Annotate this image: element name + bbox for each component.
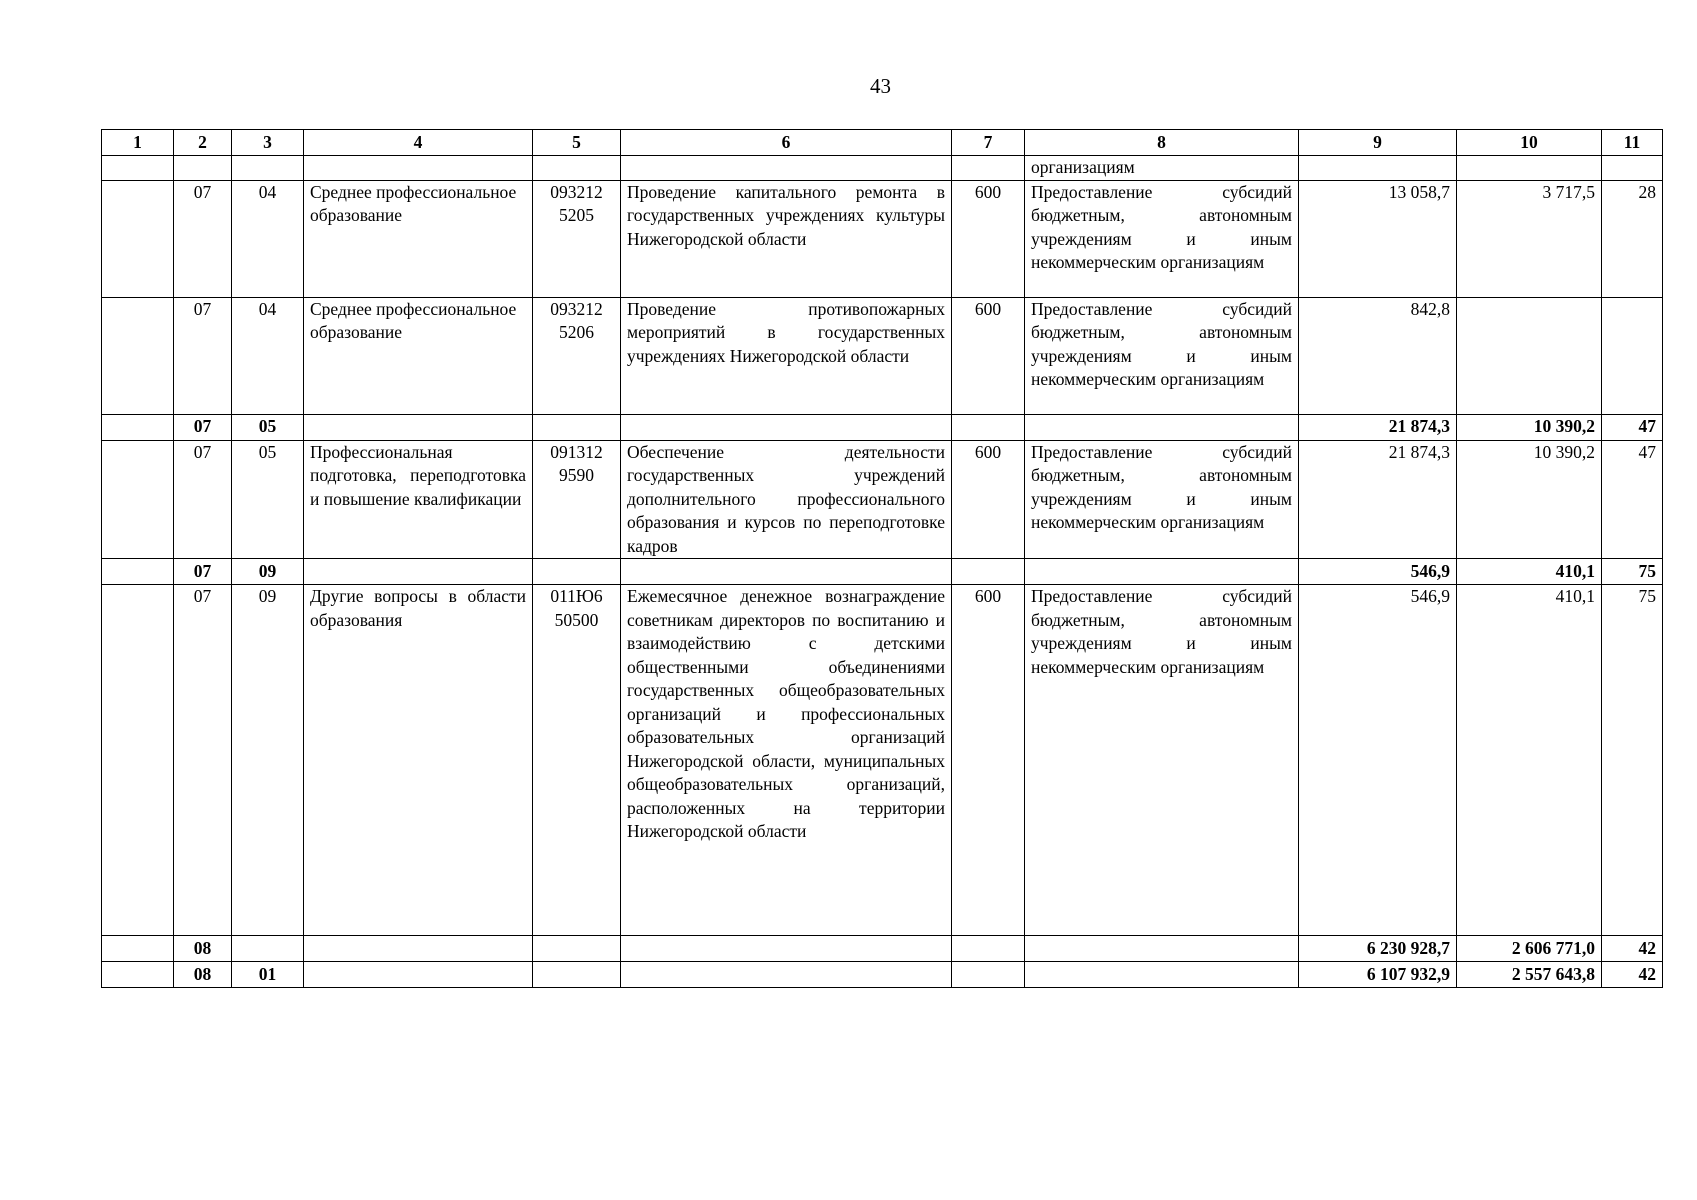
cell-col3 (232, 156, 304, 181)
cell-section: 07 (174, 440, 232, 559)
header-cell: 2 (174, 130, 232, 156)
cell-amount-plan: 6 107 932,9 (1299, 962, 1457, 988)
cell-percent: 28 (1602, 180, 1663, 297)
cell-col5 (533, 936, 621, 962)
cell-col7 (952, 962, 1025, 988)
cell-col7 (952, 559, 1025, 585)
cell-col9 (1299, 156, 1457, 181)
cell-col5 (533, 156, 621, 181)
cell-subsection: 05 (232, 440, 304, 559)
cell-percent: 47 (1602, 414, 1663, 440)
cell-subsection: 04 (232, 180, 304, 297)
cell-amount-actual: 410,1 (1457, 559, 1602, 585)
header-cell: 9 (1299, 130, 1457, 156)
cell-target-code: 093212 5205 (533, 180, 621, 297)
cell-amount-actual: 2 606 771,0 (1457, 936, 1602, 962)
table-row (102, 297, 1663, 414)
cell-amount-actual: 10 390,2 (1457, 414, 1602, 440)
cell-col7 (952, 414, 1025, 440)
cell-amount-plan: 546,9 (1299, 559, 1457, 585)
cell-section: 07 (174, 180, 232, 297)
cell-col1 (102, 414, 174, 440)
cell-amount-actual: 410,1 (1457, 585, 1602, 936)
cell-col1 (102, 156, 174, 181)
cell-col8 (1025, 559, 1299, 585)
subtotal-row (102, 414, 1663, 440)
cell-target-name: Проведение капитального ремонта в государственных учреждениях культуры Нижегородской области (621, 180, 952, 297)
cell-section: 07 (174, 414, 232, 440)
budget-table (101, 129, 1663, 988)
cell-col1 (102, 936, 174, 962)
cell-percent: 75 (1602, 559, 1663, 585)
cell-expense-code: 600 (952, 585, 1025, 936)
cell-amount-actual: 2 557 643,8 (1457, 962, 1602, 988)
table-row (102, 440, 1663, 559)
cell-col6 (621, 559, 952, 585)
cell-target-name: Проведение противопожарных мероприятий в государственных учреждениях Нижегородской области (621, 297, 952, 414)
cell-col4 (304, 936, 533, 962)
table-row (102, 585, 1663, 936)
cell-col11 (1602, 156, 1663, 181)
cell-amount-plan: 6 230 928,7 (1299, 936, 1457, 962)
cell-section-name: Другие вопросы в области образования (304, 585, 533, 936)
cell-col8 (1025, 936, 1299, 962)
cell-amount-actual: 3 717,5 (1457, 180, 1602, 297)
cell-percent (1602, 297, 1663, 414)
cell-percent: 42 (1602, 936, 1663, 962)
cell-section-name: Профессиональная подготовка, переподготовка и повышение квалификации (304, 440, 533, 559)
page-number: 43 (870, 74, 891, 98)
cell-amount-plan: 13 058,7 (1299, 180, 1457, 297)
header-cell: 1 (102, 130, 174, 156)
cell-section-name: Среднее профессиональное образование (304, 180, 533, 297)
cell-amount-plan: 842,8 (1299, 297, 1457, 414)
header-cell: 5 (533, 130, 621, 156)
cell-percent: 47 (1602, 440, 1663, 559)
cell-col7 (952, 156, 1025, 181)
header-cell: 7 (952, 130, 1025, 156)
cell-col1 (102, 440, 174, 559)
table-row (102, 180, 1663, 297)
header-cell: 11 (1602, 130, 1663, 156)
cell-expense-code: 600 (952, 180, 1025, 297)
cell-section-name: Среднее профессиональное образование (304, 297, 533, 414)
cell-expense-type: Предоставление субсидий бюджетным, автономным учреждениям и иным некоммерческим организациям (1025, 180, 1299, 297)
cell-col6 (621, 414, 952, 440)
cell-subsection (232, 936, 304, 962)
cell-subsection: 04 (232, 297, 304, 414)
cell-col1 (102, 297, 174, 414)
header-cell: 6 (621, 130, 952, 156)
cell-section: 08 (174, 936, 232, 962)
cell-percent: 42 (1602, 962, 1663, 988)
cell-subsection: 01 (232, 962, 304, 988)
cell-col5 (533, 559, 621, 585)
cell-target-code: 093212 5206 (533, 297, 621, 414)
cell-col6 (621, 156, 952, 181)
header-cell: 8 (1025, 130, 1299, 156)
cell-section: 07 (174, 559, 232, 585)
cell-expense-type: Предоставление субсидий бюджетным, автономным учреждениям и иным некоммерческим организациям (1025, 440, 1299, 559)
cell-col4 (304, 559, 533, 585)
cell-target-code: 091312 9590 (533, 440, 621, 559)
cell-subsection: 09 (232, 585, 304, 936)
subtotal-row (102, 962, 1663, 988)
cell-amount-actual (1457, 297, 1602, 414)
subtotal-row (102, 936, 1663, 962)
cell-col1 (102, 559, 174, 585)
cell-percent: 75 (1602, 585, 1663, 936)
cell-col7 (952, 936, 1025, 962)
cell-col8 (1025, 414, 1299, 440)
cell-col4 (304, 414, 533, 440)
cell-col4 (304, 962, 533, 988)
header-row (102, 130, 1663, 156)
cell-target-name: Обеспечение деятельности государственных учреждений дополнительного профессионального образования и курсов по переподготовке кадров (621, 440, 952, 559)
cell-amount-plan: 21 874,3 (1299, 414, 1457, 440)
cell-col1 (102, 585, 174, 936)
cell-col8 (1025, 962, 1299, 988)
cell-amount-plan: 21 874,3 (1299, 440, 1457, 559)
subtotal-row (102, 559, 1663, 585)
table-row (102, 156, 1663, 181)
cell-amount-actual: 10 390,2 (1457, 440, 1602, 559)
cell-target-name: Ежемесячное денежное вознаграждение советникам директоров по воспитанию и взаимодействию с детскими общественными объединениями государственных общеобразовательных организаций и профессиональных образовательных организаций Нижегородской области, муниципальных общеобразовательных организаций, расположенных на территории Нижегородской области (621, 585, 952, 936)
cell-target-code: 011Ю6 50500 (533, 585, 621, 936)
cell-col1 (102, 180, 174, 297)
cell-expense-type: организациям (1025, 156, 1299, 181)
cell-col6 (621, 936, 952, 962)
cell-section: 08 (174, 962, 232, 988)
cell-expense-code: 600 (952, 297, 1025, 414)
cell-subsection: 09 (232, 559, 304, 585)
cell-col2 (174, 156, 232, 181)
cell-col10 (1457, 156, 1602, 181)
cell-expense-type: Предоставление субсидий бюджетным, автономным учреждениям и иным некоммерческим организациям (1025, 297, 1299, 414)
cell-col5 (533, 414, 621, 440)
cell-col1 (102, 962, 174, 988)
cell-expense-code: 600 (952, 440, 1025, 559)
cell-col4 (304, 156, 533, 181)
cell-col6 (621, 962, 952, 988)
cell-col5 (533, 962, 621, 988)
cell-amount-plan: 546,9 (1299, 585, 1457, 936)
cell-section: 07 (174, 297, 232, 414)
cell-subsection: 05 (232, 414, 304, 440)
cell-section: 07 (174, 585, 232, 936)
header-cell: 4 (304, 130, 533, 156)
cell-expense-type: Предоставление субсидий бюджетным, автономным учреждениям и иным некоммерческим организациям (1025, 585, 1299, 936)
header-cell: 3 (232, 130, 304, 156)
header-cell: 10 (1457, 130, 1602, 156)
